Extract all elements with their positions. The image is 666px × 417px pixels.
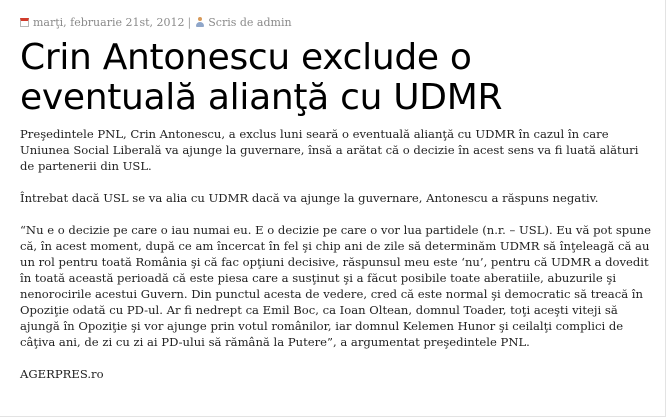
paragraph-2: Întrebat dacă USL se va alia cu UDMR dacă va ajunge la guvernare, Antonescu a răspuns negativ. (20, 191, 599, 205)
post-meta (20, 16, 292, 29)
source-credit: AGERPRES.ro (20, 367, 104, 381)
post-author: Scris de admin (208, 16, 292, 29)
post-body (20, 126, 656, 398)
user-icon (195, 17, 205, 28)
paragraph-3-quote: “Nu e o decizie pe care o iau numai eu. E o decizie pe care o vor lua partidele (n.r. – USL). Eu vă pot spune că, în acest moment, după ce am încercat în fel şi chip ani de zile să determinăm UDMR să înţeleagă că au un rol pentru toată România şi că fac opţiuni decisive, răspunsul meu este ‘nu’, pentru că UDMR a dovedit în toată această perioadă că este piesa care a susţinut şi a făcut posibile toate aberatiile, abuzurile şi nenorocirile acestui Guvern. Din punctul acesta de vedere, cred că este normal şi democratic să treacă în Opoziţie odată cu PD-ul. Ar fi nedrept ca Emil Boc, ca Ioan Oltean, domnul Toader, toţi aceşti viteji să ajungă în Opoziţie şi vor ajunge prin votul românilor, iar domnul Kelemen Hunor şi ceilalţi complici de câţiva ani, de zi cu zi ai PD-ului să rămână la Putere”, a argumentat preşedintele PNL. (20, 223, 651, 349)
post-title: Crin Antonescu exclude o eventuală alianţă cu UDMR (20, 37, 503, 118)
meta-separator: | (187, 16, 192, 29)
calendar-icon (20, 18, 29, 27)
post-date: marţi, februarie 21st, 2012 (33, 16, 185, 29)
paragraph-1: Preşedintele PNL, Crin Antonescu, a exclus luni seară o eventuală alianţă cu UDMR în cazul în care Uniunea Social Liberală va ajunge la guvernare, însă a arătat că o decizie în acest sens va fi luată alături de partenerii din USL. (20, 127, 639, 173)
